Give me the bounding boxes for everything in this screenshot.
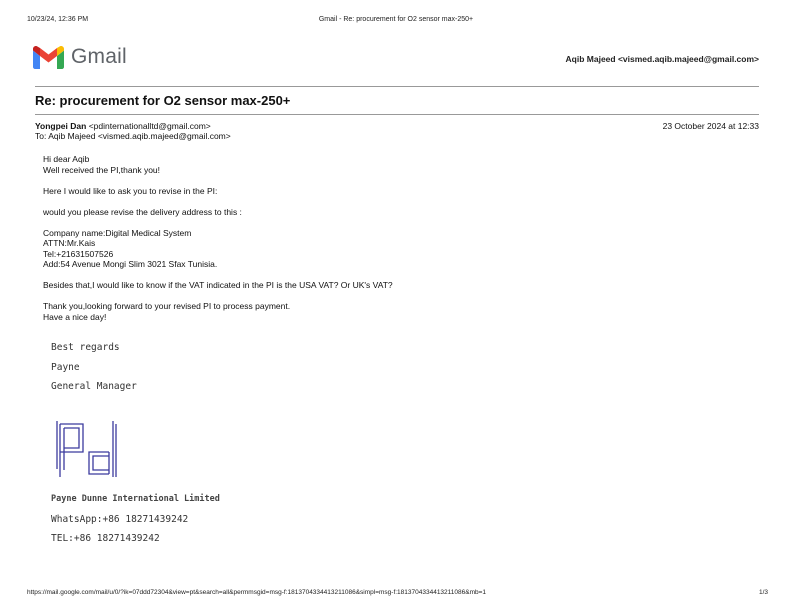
signature-title: General Manager (51, 381, 137, 392)
divider (35, 114, 759, 115)
email-subject: Re: procurement for O2 sensor max-250+ (35, 93, 291, 108)
recipient-line: To: Aqib Majeed <vismed.aqib.majeed@gmail.com> (35, 131, 231, 141)
sender-name: Yongpei Dan (35, 121, 87, 131)
signature-regards: Best regards (51, 342, 120, 353)
gmail-logo (33, 45, 127, 69)
body-line: Hi dear Aqib (43, 154, 90, 164)
body-line: Tel:+21631507526 (43, 248, 114, 259)
body-line: Add:54 Avenue Mongi Slim 3021 Sfax Tunisia. (43, 259, 218, 269)
body-line: Have a nice day! (43, 311, 107, 322)
body-line: Well received the PI,thank you! (43, 164, 161, 175)
body-line: ATTN:Mr.Kais (43, 238, 96, 248)
gmail-m-icon (33, 46, 64, 69)
sender-line (35, 121, 211, 131)
print-page-title: Gmail - Re: procurement for O2 sensor max-250+ (318, 16, 474, 23)
body-line (43, 196, 393, 207)
body-line: Company name:Digital Medical System (43, 227, 192, 238)
body-line: would you please revise the delivery address to this : (43, 206, 242, 217)
body-line (43, 175, 393, 186)
account-label: Aqib Majeed <vismed.aqib.majeed@gmail.com> (565, 54, 759, 64)
email-date: 23 October 2024 at 12:33 (662, 121, 759, 131)
body-line (43, 217, 393, 228)
body-line: Here I would like to ask you to revise in the PI: (43, 185, 218, 196)
body-line: Besides that,I would like to know if the VAT indicated in the PI is the USA VAT? Or UK's VAT? (43, 280, 393, 290)
signature-tel: TEL:+86 18271439242 (51, 533, 160, 544)
print-url: https://mail.google.com/mail/u/0/?ik=07ddd72304&view=pt&search=all&permmsgid=msg-f:1813704334413211086&simpl=msg-f:1813704334413211086&mb=1 (27, 589, 487, 596)
print-page-number: 1/3 (758, 589, 768, 596)
body-line: Thank you,looking forward to your revised PI to process payment. (43, 301, 291, 311)
print-datetime: 10/23/24, 12:36 PM (27, 16, 89, 23)
gmail-wordmark: Gmail (71, 45, 127, 68)
divider (35, 86, 759, 87)
signature-name: Payne (51, 362, 80, 373)
signature-company: Payne Dunne International Limited (51, 494, 220, 504)
body-line (43, 270, 393, 281)
email-body (43, 154, 393, 322)
signature-whatsapp: WhatsApp:+86 18271439242 (51, 514, 189, 525)
company-logo (55, 419, 119, 479)
sender-email: <pdinternationalltd@gmail.com> (88, 121, 211, 131)
body-line (43, 291, 393, 302)
